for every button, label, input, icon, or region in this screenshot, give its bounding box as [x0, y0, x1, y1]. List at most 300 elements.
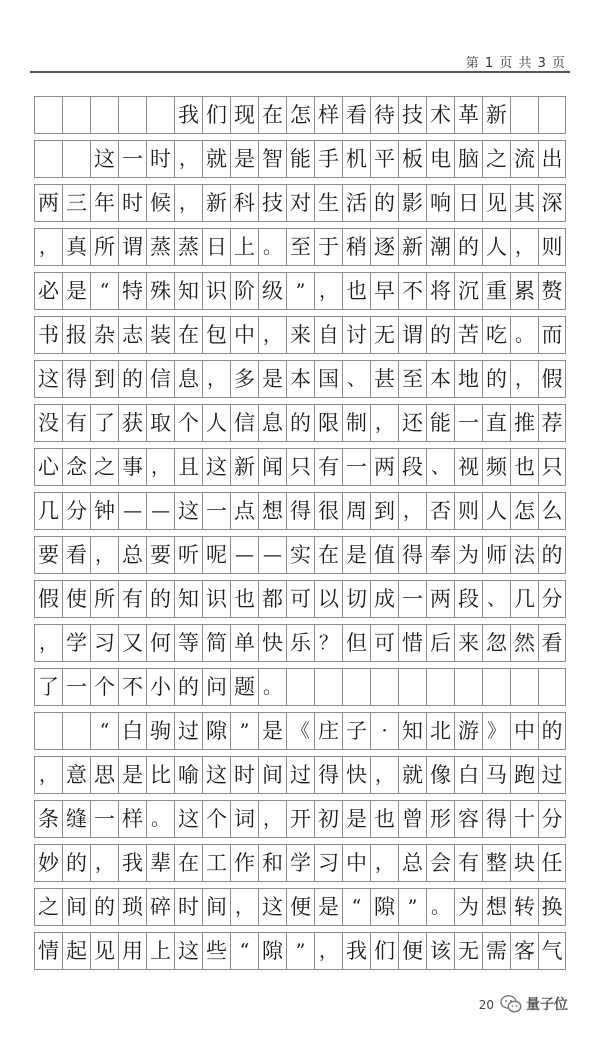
page-header	[30, 0, 570, 72]
grid-cell: 想	[482, 888, 510, 926]
grid-cell: 将	[426, 272, 454, 310]
grid-cell: 深	[538, 184, 566, 222]
grid-cell: 日	[454, 184, 482, 222]
grid-row	[34, 932, 566, 970]
grid-cell: 必	[34, 272, 62, 310]
grid-cell: 怎	[510, 492, 538, 530]
grid-row	[34, 756, 566, 794]
grid-cell: 中	[510, 712, 538, 750]
grid-cell: 新	[398, 228, 426, 266]
grid-cell: 使	[62, 580, 90, 618]
grid-cell: ”	[286, 272, 314, 310]
grid-cell: 两	[370, 448, 398, 486]
grid-cell: 成	[370, 580, 398, 618]
grid-row	[34, 580, 566, 618]
grid-cell: 学	[62, 624, 90, 662]
grid-cell: 杂	[90, 316, 118, 354]
grid-cell: 有	[454, 844, 482, 882]
grid-cell: 蒸	[174, 228, 202, 266]
grid-cell: 题	[230, 668, 258, 706]
grid-cell: 换	[538, 888, 566, 926]
grid-cell: 见	[482, 184, 510, 222]
grid-cell: 候	[146, 184, 174, 222]
grid-cell: ，	[510, 228, 538, 266]
grid-cell	[314, 668, 342, 706]
grid-cell: 游	[454, 712, 482, 750]
grid-cell: 闻	[258, 448, 286, 486]
grid-cell: 像	[426, 756, 454, 794]
grid-cell: 且	[174, 448, 202, 486]
grid-cell: ，	[370, 844, 398, 882]
grid-cell: 。	[510, 316, 538, 354]
grid-cell: 隙	[258, 932, 286, 970]
grid-cell: 。	[258, 228, 286, 266]
grid-cell: 周	[342, 492, 370, 530]
grid-cell: 电	[426, 140, 454, 178]
grid-cell: 本	[426, 360, 454, 398]
grid-cell: 现	[230, 96, 258, 134]
grid-cell: 在	[314, 536, 342, 574]
grid-cell: 手	[314, 140, 342, 178]
grid-row	[34, 448, 566, 486]
grid-cell: ，	[146, 448, 174, 486]
grid-cell: 喻	[174, 756, 202, 794]
grid-cell: 术	[426, 96, 454, 134]
grid-cell: 出	[538, 140, 566, 178]
grid-row	[34, 228, 566, 266]
grid-cell: 累	[510, 272, 538, 310]
grid-cell: 得	[286, 492, 314, 530]
grid-cell: 个	[202, 800, 230, 838]
grid-row	[34, 888, 566, 926]
grid-cell: 则	[538, 228, 566, 266]
grid-cell: 技	[398, 96, 426, 134]
grid-cell	[62, 140, 90, 178]
grid-cell: 辈	[146, 844, 174, 882]
grid-cell: 假	[538, 360, 566, 398]
grid-cell: 讨	[342, 316, 370, 354]
grid-cell: 的	[426, 316, 454, 354]
grid-cell: 是	[314, 888, 342, 926]
grid-cell: —	[146, 492, 174, 530]
grid-cell: ·	[370, 712, 398, 750]
grid-cell: 样	[314, 96, 342, 134]
grid-row	[34, 492, 566, 530]
grid-cell: 开	[286, 800, 314, 838]
grid-cell	[286, 668, 314, 706]
grid-cell: 呢	[202, 536, 230, 574]
grid-row	[34, 140, 566, 178]
grid-cell: 有	[118, 580, 146, 618]
grid-cell: 初	[314, 800, 342, 838]
header-rule	[30, 71, 570, 73]
grid-cell: 生	[314, 184, 342, 222]
grid-cell	[62, 712, 90, 750]
grid-cell: 》	[482, 712, 510, 750]
grid-cell: 无	[370, 316, 398, 354]
grid-cell: 能	[426, 404, 454, 442]
grid-cell: 报	[62, 316, 90, 354]
grid-cell: 为	[454, 536, 482, 574]
grid-cell: 曾	[398, 800, 426, 838]
grid-cell: 碎	[146, 888, 174, 926]
grid-cell: 驹	[146, 712, 174, 750]
page-indicator: 第 1 页 共 3 页	[465, 56, 566, 71]
grid-row	[34, 624, 566, 662]
grid-cell: 有	[62, 404, 90, 442]
grid-cell: 一	[398, 580, 426, 618]
grid-cell: 视	[454, 448, 482, 486]
grid-cell: 特	[118, 272, 146, 310]
grid-cell: 板	[398, 140, 426, 178]
grid-cell: 念	[62, 448, 90, 486]
grid-cell: 中	[230, 316, 258, 354]
grid-cell: 北	[426, 712, 454, 750]
grid-cell: 的	[482, 360, 510, 398]
grid-cell: 于	[314, 228, 342, 266]
grid-cell: 快	[258, 624, 286, 662]
grid-cell: 跑	[510, 756, 538, 794]
grid-cell: 之	[90, 448, 118, 486]
grid-cell	[118, 96, 146, 134]
grid-cell: 级	[258, 272, 286, 310]
grid-cell: 作	[230, 844, 258, 882]
grid-cell: 也	[510, 448, 538, 486]
grid-cell: 过	[538, 756, 566, 794]
grid-cell: 息	[174, 360, 202, 398]
grid-cell	[62, 96, 90, 134]
grid-cell: 响	[426, 184, 454, 222]
grid-cell: 事	[118, 448, 146, 486]
grid-cell: 习	[90, 624, 118, 662]
grid-cell: 谓	[398, 316, 426, 354]
grid-cell: 么	[538, 492, 566, 530]
grid-cell: ，	[314, 272, 342, 310]
grid-cell: 、	[482, 580, 510, 618]
grid-cell: 、	[342, 360, 370, 398]
page-number: 20	[478, 998, 494, 1012]
grid-cell	[34, 96, 62, 134]
grid-cell: 隙	[370, 888, 398, 926]
grid-cell: —	[118, 492, 146, 530]
grid-cell: 无	[454, 932, 482, 970]
grid-cell: ，	[230, 888, 258, 926]
grid-cell: 起	[62, 932, 90, 970]
grid-cell: 容	[454, 800, 482, 838]
grid-cell: 得	[314, 756, 342, 794]
grid-cell: 几	[510, 580, 538, 618]
grid-cell: 平	[370, 140, 398, 178]
grid-cell: 在	[258, 96, 286, 134]
grid-cell: 知	[174, 580, 202, 618]
grid-cell: 上	[146, 932, 174, 970]
grid-cell: 没	[34, 404, 62, 442]
grid-cell: 这	[174, 492, 202, 530]
grid-cell: 的	[286, 404, 314, 442]
grid-cell: 这	[258, 888, 286, 926]
grid-cell: 这	[174, 800, 202, 838]
grid-cell: 影	[398, 184, 426, 222]
grid-cell: 是	[62, 272, 90, 310]
grid-cell: 是	[258, 712, 286, 750]
wechat-icon	[500, 994, 522, 1014]
grid-cell: 时	[118, 184, 146, 222]
grid-cell: ，	[314, 932, 342, 970]
grid-cell: 苦	[454, 316, 482, 354]
grid-cell: 气	[538, 932, 566, 970]
grid-cell: 值	[370, 536, 398, 574]
grid-cell: 我	[118, 844, 146, 882]
grid-cell: ，	[370, 756, 398, 794]
grid-cell	[538, 96, 566, 134]
grid-cell: 简	[202, 624, 230, 662]
grid-cell: 学	[286, 844, 314, 882]
grid-cell: ，	[370, 404, 398, 442]
grid-cell: 然	[510, 624, 538, 662]
grid-cell: 需	[482, 932, 510, 970]
grid-row	[34, 712, 566, 750]
grid-cell: 的	[118, 360, 146, 398]
grid-cell: 我	[174, 96, 202, 134]
grid-cell: 多	[230, 360, 258, 398]
grid-cell: 至	[286, 228, 314, 266]
grid-cell: 科	[230, 184, 258, 222]
grid-cell: 些	[202, 932, 230, 970]
grid-cell: 的	[454, 228, 482, 266]
grid-cell: 以	[314, 580, 342, 618]
grid-cell: 一	[62, 668, 90, 706]
grid-cell: 的	[370, 184, 398, 222]
grid-cell: 只	[286, 448, 314, 486]
grid-cell: 马	[482, 756, 510, 794]
grid-cell: 意	[62, 756, 90, 794]
grid-cell	[342, 668, 370, 706]
grid-cell: ”	[398, 888, 426, 926]
grid-cell: 过	[174, 712, 202, 750]
grid-cell: 的	[174, 668, 202, 706]
grid-cell: 问	[202, 668, 230, 706]
grid-cell: 但	[342, 624, 370, 662]
grid-cell: 一	[118, 140, 146, 178]
grid-cell: 革	[454, 96, 482, 134]
grid-cell: 妙	[34, 844, 62, 882]
grid-cell: 词	[230, 800, 258, 838]
grid-cell: 中	[342, 844, 370, 882]
grid-cell: 情	[34, 932, 62, 970]
grid-cell: 这	[202, 756, 230, 794]
grid-cell: 点	[230, 492, 258, 530]
grid-cell: 样	[118, 800, 146, 838]
grid-cell: ，	[174, 140, 202, 178]
grid-cell	[34, 712, 62, 750]
grid-cell: ”	[230, 712, 258, 750]
grid-cell: 也	[370, 800, 398, 838]
grid-cell	[34, 140, 62, 178]
grid-cell: 两	[34, 184, 62, 222]
grid-cell: 们	[370, 932, 398, 970]
grid-cell: 来	[286, 316, 314, 354]
grid-cell: 真	[62, 228, 90, 266]
grid-cell: 新	[482, 96, 510, 134]
grid-cell: 到	[90, 360, 118, 398]
grid-cell: 间	[62, 888, 90, 926]
grid-cell: 志	[118, 316, 146, 354]
grid-cell: 要	[34, 536, 62, 574]
grid-cell: 。	[258, 668, 286, 706]
grid-cell: 条	[34, 800, 62, 838]
grid-cell	[370, 668, 398, 706]
grid-row	[34, 96, 566, 134]
grid-cell: ，	[258, 316, 286, 354]
grid-cell: 用	[118, 932, 146, 970]
grid-cell: 人	[482, 492, 510, 530]
grid-cell: ？	[314, 624, 342, 662]
grid-cell	[398, 668, 426, 706]
grid-cell: 都	[258, 580, 286, 618]
grid-cell: 法	[510, 536, 538, 574]
grid-row	[34, 184, 566, 222]
grid-cell: 为	[454, 888, 482, 926]
grid-cell: 一	[454, 404, 482, 442]
grid-cell: 过	[286, 756, 314, 794]
grid-cell: 还	[398, 404, 426, 442]
grid-cell: 新	[202, 184, 230, 222]
grid-cell: 想	[258, 492, 286, 530]
grid-cell: 钟	[90, 492, 118, 530]
grid-cell: 获	[118, 404, 146, 442]
grid-cell: 识	[202, 272, 230, 310]
grid-cell: —	[230, 536, 258, 574]
grid-cell: 又	[118, 624, 146, 662]
grid-cell: 本	[286, 360, 314, 398]
grid-cell: 逐	[370, 228, 398, 266]
grid-row	[34, 404, 566, 442]
grid-row	[34, 360, 566, 398]
grid-cell	[146, 96, 174, 134]
grid-cell	[538, 668, 566, 706]
grid-cell: 也	[342, 272, 370, 310]
grid-cell: 总	[118, 536, 146, 574]
grid-cell: 脑	[454, 140, 482, 178]
grid-cell: 上	[230, 228, 258, 266]
grid-cell: ，	[34, 228, 62, 266]
grid-cell: 只	[538, 448, 566, 486]
grid-cell: ，	[202, 360, 230, 398]
grid-cell: 稍	[342, 228, 370, 266]
grid-cell: 得	[398, 536, 426, 574]
grid-cell	[90, 96, 118, 134]
grid-cell: 很	[314, 492, 342, 530]
grid-cell: 包	[202, 316, 230, 354]
grid-cell: 间	[258, 756, 286, 794]
grid-cell: 时	[146, 140, 174, 178]
grid-cell: 吃	[482, 316, 510, 354]
grid-cell: 地	[454, 360, 482, 398]
grid-cell: 频	[482, 448, 510, 486]
grid-cell: 见	[90, 932, 118, 970]
grid-cell: 不	[118, 668, 146, 706]
grid-cell: 制	[342, 404, 370, 442]
grid-cell: 是	[342, 536, 370, 574]
grid-cell: 分	[62, 492, 90, 530]
grid-cell: 在	[174, 844, 202, 882]
grid-cell: 看	[342, 96, 370, 134]
grid-cell: 白	[118, 712, 146, 750]
grid-cell: 至	[398, 360, 426, 398]
grid-cell: ，	[90, 844, 118, 882]
grid-cell: 有	[314, 448, 342, 486]
grid-cell: 是	[118, 756, 146, 794]
grid-cell: 推	[510, 404, 538, 442]
grid-cell: 等	[174, 624, 202, 662]
grid-cell: —	[258, 536, 286, 574]
grid-cell: 三	[62, 184, 90, 222]
grid-cell: 、	[426, 448, 454, 486]
grid-cell: 个	[90, 668, 118, 706]
grid-paper-sheet	[34, 96, 566, 976]
grid-cell: 的	[90, 888, 118, 926]
grid-cell: 否	[426, 492, 454, 530]
grid-cell: 直	[482, 404, 510, 442]
grid-cell: 的	[146, 580, 174, 618]
grid-cell: 忽	[482, 624, 510, 662]
grid-cell: 信	[230, 404, 258, 442]
grid-cell: 这	[202, 448, 230, 486]
grid-cell: ，	[34, 624, 62, 662]
watermark	[500, 992, 568, 1016]
grid-cell: 装	[146, 316, 174, 354]
grid-cell: 阶	[230, 272, 258, 310]
grid-cell: 是	[258, 360, 286, 398]
grid-cell: 会	[426, 844, 454, 882]
grid-cell: 单	[230, 624, 258, 662]
grid-cell: 待	[370, 96, 398, 134]
grid-cell: 转	[510, 888, 538, 926]
grid-cell: 块	[510, 844, 538, 882]
grid-cell: 则	[454, 492, 482, 530]
grid-cell: 十	[510, 800, 538, 838]
grid-cell: 机	[342, 140, 370, 178]
grid-cell: 形	[426, 800, 454, 838]
grid-cell: 乐	[286, 624, 314, 662]
grid-cell: 一	[90, 800, 118, 838]
grid-cell: 整	[482, 844, 510, 882]
grid-cell: 个	[174, 404, 202, 442]
grid-cell: 琐	[118, 888, 146, 926]
watermark-text: 量子位	[526, 997, 568, 1013]
grid-cell: 。	[426, 888, 454, 926]
grid-cell: 心	[34, 448, 62, 486]
grid-cell: 是	[230, 140, 258, 178]
grid-cell: 实	[286, 536, 314, 574]
grid-cell: 隙	[202, 712, 230, 750]
grid-cell: 息	[258, 404, 286, 442]
grid-cell: 荐	[538, 404, 566, 442]
grid-cell: 小	[146, 668, 174, 706]
grid-cell: 技	[258, 184, 286, 222]
grid-cell: 而	[538, 316, 566, 354]
grid-cell: 了	[34, 668, 62, 706]
grid-cell: 后	[426, 624, 454, 662]
grid-cell: 白	[454, 756, 482, 794]
grid-cell: 早	[370, 272, 398, 310]
grid-cell: 快	[342, 756, 370, 794]
grid-cell: 我	[342, 932, 370, 970]
grid-cell: 人	[202, 404, 230, 442]
grid-cell: 活	[342, 184, 370, 222]
grid-cell: ，	[510, 360, 538, 398]
grid-cell: ，	[34, 756, 62, 794]
